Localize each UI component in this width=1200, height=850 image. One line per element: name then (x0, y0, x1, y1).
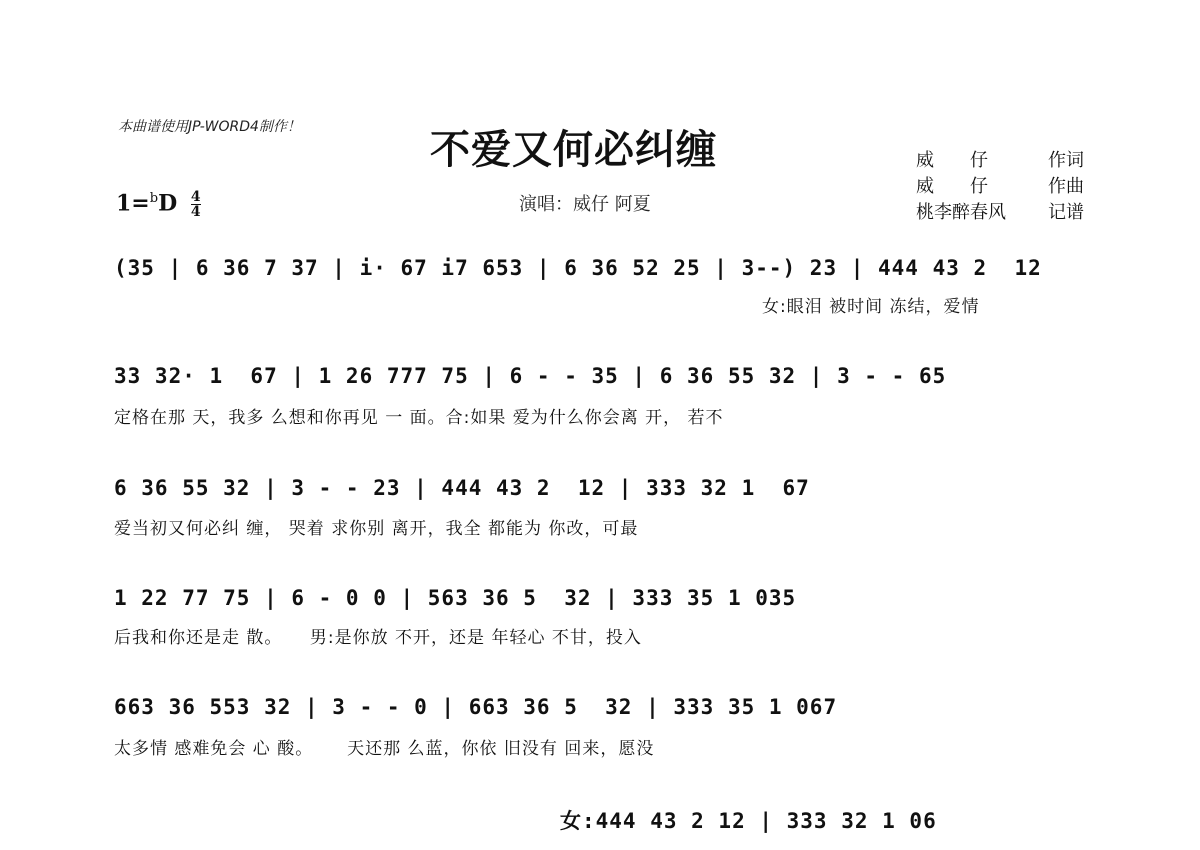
credit-lyricist (916, 148, 1084, 174)
credit-transcriber (916, 200, 1084, 226)
lyric-line-4: 后我和你还是走 散。 男:是你放 不开，还是 年轻心 不甘，投入 (114, 628, 642, 648)
time-top: 4 (190, 189, 201, 205)
key-note: D (158, 190, 178, 217)
credits-block (916, 148, 1084, 226)
notation-line-4: 1 22 77 75 | 6 - 0 0 | 563 36 5 32 | 333 35 1 035 (114, 586, 797, 610)
lyric-line-2: 定格在那 天，我多 么想和你再见 一 面。合:如果 爱为什么你会离 开， 若不 (114, 408, 724, 428)
software-note: 本曲谱使用JP-WORD4制作！ (118, 119, 301, 135)
time-bottom: 4 (190, 204, 201, 220)
notation-line-5: 663 36 553 32 | 3 - - 0 | 663 36 5 32 | 333 35 1 067 (114, 695, 838, 719)
key-signature (116, 190, 201, 219)
key-flat: b (149, 191, 159, 207)
credit-name: 威 仔 (916, 150, 988, 171)
credit-role: 作曲 (1048, 176, 1084, 197)
notation-line-6: 女:444 43 2 12 | 333 32 1 06 (560, 809, 937, 833)
lyric-line-3: 爱当初又何必纠 缠， 哭着 求你别 离开，我全 都能为 你改，可最 (114, 519, 639, 539)
key-prefix: 1= (116, 190, 150, 217)
lyric-line-1: 女:眼泪 被时间 冻结，爱情 (762, 297, 980, 317)
credit-role: 记谱 (1048, 202, 1084, 223)
credit-name: 桃李醉春风 (916, 202, 1006, 223)
performer-credit: 演唱：威仔 阿夏 (519, 194, 651, 215)
song-title: 不爱又何必纠缠 (430, 126, 717, 173)
credit-composer (916, 174, 1084, 200)
credit-role: 作词 (1048, 150, 1084, 171)
lyric-line-5: 太多情 感难免会 心 酸。 天还那 么蓝，你依 旧没有 回来，愿没 (114, 739, 655, 759)
notation-line-3: 6 36 55 32 | 3 - - 23 | 444 43 2 12 | 333 32 1 67 (114, 476, 810, 500)
notation-line-2: 33 32· 1 67 | 1 26 777 75 | 6 - - 35 | 6 36 55 32 | 3 - - 65 (114, 364, 947, 388)
credit-name: 威 仔 (916, 176, 988, 197)
time-signature (191, 190, 201, 219)
notation-line-1: (35 | 6 36 7 37 | i· 67 i7 653 | 6 36 52 25 | 3--) 23 | 444 43 2 12 (114, 256, 1042, 280)
